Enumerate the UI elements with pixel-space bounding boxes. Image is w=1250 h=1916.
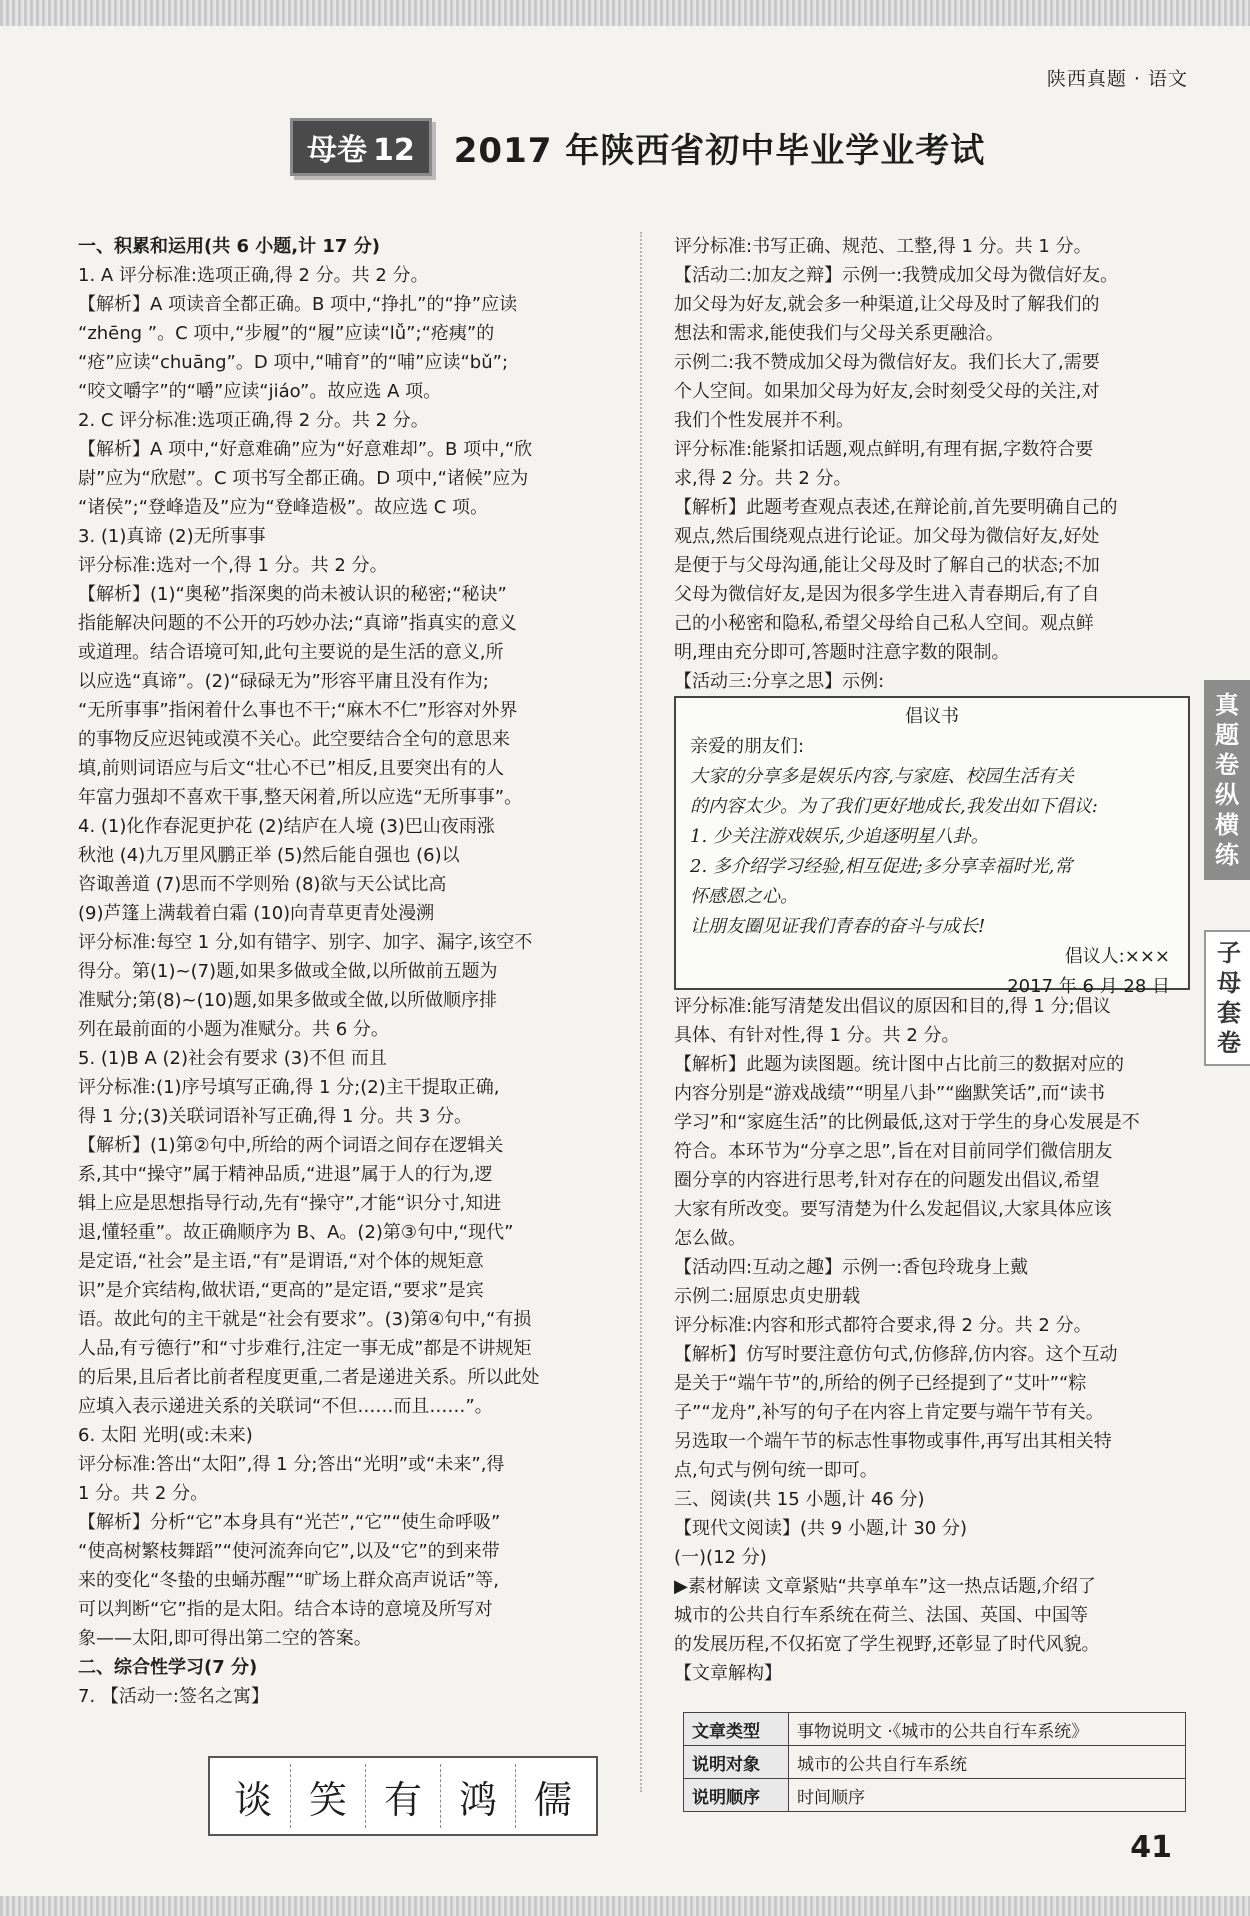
answer-line: 列在最前面的小题为准赋分。共 6 分。 [78, 1019, 389, 1040]
answer-line: 年富力强却不喜欢干事,整天闲着,所以应选“无所事事”。 [78, 787, 523, 808]
right-column-top [674, 232, 1194, 696]
answer-line: 的事物反应迟钝或漠不关心。此空要结合全句的意思来 [78, 729, 510, 750]
answer-line: 评分标准:内容和形式都符合要求,得 2 分。共 2 分。 [674, 1315, 1092, 1336]
badge-label: 母卷 [307, 133, 367, 168]
answer-line: 评分标准:选对一个,得 1 分。共 2 分。 [78, 555, 388, 576]
answer-line: 【解析】(1)“奥秘”指深奥的尚未被认识的秘密;“秘诀” [78, 584, 507, 605]
exam-title-block [290, 118, 985, 176]
article-structure-table [683, 1712, 1186, 1812]
bottom-border [0, 1896, 1250, 1916]
page-title: 2017 年陕西省初中毕业学业考试 [453, 130, 986, 171]
letter-body-line: 1. 少关注游戏娱乐,少追逐明星八卦。 [690, 826, 989, 847]
answer-line: ▶素材解读 文章紧贴“共享单车”这一热点话题,介绍了 [674, 1576, 1096, 1597]
calligraphy-character: 鸿 [441, 1764, 516, 1828]
answer-line: 评分标准:(1)序号填写正确,得 1 分;(2)主干提取正确, [78, 1077, 500, 1098]
left-column [78, 232, 618, 1711]
calligraphy-character: 谈 [216, 1764, 291, 1828]
answer-line: 符合。本环节为“分享之思”,旨在对目前同学们微信朋友 [674, 1141, 1113, 1162]
answer-line: 怎么做。 [674, 1228, 746, 1249]
answer-line: 加父母为好友,就会多一种渠道,让父母及时了解我们的 [674, 294, 1100, 315]
table-key: 说明对象 [684, 1746, 789, 1779]
letter-body-line: 2. 多介绍学习经验,相互促进;多分享幸福时光,常 [690, 856, 1073, 877]
letter-title: 倡议书 [905, 706, 959, 727]
answer-line: “疮”应读“chuāng”。D 项中,“哺育”的“哺”应读“bǔ”; [78, 352, 509, 373]
answer-line: 三、阅读(共 15 小题,计 46 分) [674, 1489, 925, 1510]
table-key: 说明顺序 [684, 1779, 789, 1812]
answer-line: 或道理。结合语境可知,此句主要说的是生活的意义,所 [78, 642, 504, 663]
answer-line: “诸侯”;“登峰造及”应为“登峰造极”。故应选 C 项。 [78, 497, 489, 518]
answer-line: 5. (1)B A (2)社会有要求 (3)不但 而且 [78, 1048, 387, 1069]
calligraphy-character: 有 [366, 1764, 441, 1828]
calligraphy-grid [208, 1756, 598, 1836]
letter-body-line: 让朋友圈见证我们青春的奋斗与成长! [690, 916, 986, 937]
answer-line: 人品,有亏德行”和“寸步难行,注定一事无成”都是不讲规矩 [78, 1338, 532, 1359]
answer-line: 1. A 评分标准:选项正确,得 2 分。共 2 分。 [78, 265, 429, 286]
answer-line: 语。故此句的主干就是“社会有要求”。(3)第④句中,“有损 [78, 1309, 532, 1330]
answer-line: 的后果,且后者比前者程度更重,二者是递进关系。所以此处 [78, 1367, 540, 1388]
answer-line: 父母为微信好友,是因为很多学生进入青春期后,有了自 [674, 584, 1100, 605]
answer-line: 【现代文阅读】(共 9 小题,计 30 分) [674, 1518, 968, 1539]
answer-line: 【解析】仿写时要注意仿句式,仿修辞,仿内容。这个互动 [674, 1344, 1118, 1365]
table-row [684, 1746, 1186, 1779]
answer-line: 来的变化“冬蛰的虫蛹苏醒”“旷场上群众高声说话”等, [78, 1570, 500, 1591]
answer-line: 示例二:我不赞成加父母为微信好友。我们长大了,需要 [674, 352, 1100, 373]
answer-line: 己的小秘密和隐私,希望父母给自己私人空间。观点鲜 [674, 613, 1094, 634]
answer-line: 是便于与父母沟通,能让父母及时了解自己的状态;不加 [674, 555, 1100, 576]
answer-line: (一)(12 分) [674, 1547, 767, 1568]
paper-badge [290, 118, 432, 176]
answer-line: 秋池 (4)九万里风鹏正举 (5)然后能自强也 (6)以 [78, 845, 460, 866]
answer-line: 7. 【活动一:签名之寓】 [78, 1686, 269, 1707]
answer-line: 以应选“真谛”。(2)“碌碌无为”形容平庸且没有作为; [78, 671, 489, 692]
letter-body [676, 762, 1188, 942]
calligraphy-character: 儒 [533, 1777, 572, 1822]
answer-line: 咨诹善道 (7)思而不学则殆 (8)欲与天公试比高 [78, 874, 447, 895]
answer-line: 6. 太阳 光明(或:未来) [78, 1425, 253, 1446]
table-row [684, 1713, 1186, 1746]
answer-line: 想法和需求,能使我们与父母关系更融洽。 [674, 323, 1004, 344]
answer-line: 评分标准:能紧扣话题,观点鲜明,有理有据,字数符合要 [674, 439, 1094, 460]
answer-line: 【文章解构】 [674, 1663, 782, 1684]
answer-line: 象——太阳,即可得出第二空的答案。 [78, 1628, 372, 1649]
answer-line: 应填入表示递进关系的关联词“不但……而且……”。 [78, 1396, 493, 1417]
answer-line: 评分标准:每空 1 分,如有错字、别字、加字、漏字,该空不 [78, 932, 533, 953]
answer-line: 4. (1)化作春泥更护花 (2)结庐在人境 (3)巴山夜雨涨 [78, 816, 495, 837]
letter-body-line: 怀感恩之心。 [690, 886, 798, 907]
answer-line: 个人空间。如果加父母为好友,会时刻受父母的关注,对 [674, 381, 1100, 402]
letter-body-line: 的内容太少。为了我们更好地成长,我发出如下倡议: [690, 796, 1098, 817]
answer-line: 明,理由充分即可,答题时注意字数的限制。 [674, 642, 1010, 663]
answer-line: 学习”和“家庭生活”的比例最低,这对于学生的身心发展是不 [674, 1112, 1140, 1133]
badge-number: 12 [373, 133, 415, 168]
answer-line: 圈分享的内容进行思考,针对存在的问题发出倡议,希望 [674, 1170, 1100, 1191]
side-tab-label: 真题卷纵横练 [1204, 680, 1250, 880]
answer-line: 子”“龙舟”,补写的句子在内容上肯定要与端午节有关。 [674, 1402, 1104, 1423]
answer-line: 二、综合性学习(7 分) [78, 1657, 258, 1678]
side-tab-label-2: 子母套卷 [1204, 930, 1250, 1066]
answer-line: 【解析】A 项读音全都正确。B 项中,“挣扎”的“挣”应读 [78, 294, 518, 315]
answer-line: 【活动三:分享之思】示例: [674, 671, 885, 692]
table-value: 事物说明文 ·《城市的公共自行车系统》 [789, 1713, 1186, 1746]
answer-line: 点,句式与例句统一即可。 [674, 1460, 878, 1481]
answer-line: 观点,然后围绕观点进行论证。加父母为微信好友,好处 [674, 526, 1100, 547]
answer-line: 的发展历程,不仅拓宽了学生视野,还彰显了时代风貌。 [674, 1634, 1100, 1655]
answer-line: 退,懂轻重”。故正确顺序为 B、A。(2)第③句中,“现代” [78, 1222, 514, 1243]
answer-line: 评分标准:能写清楚发出倡议的原因和目的,得 1 分;倡议 [674, 996, 1111, 1017]
letter-greeting: 亲爱的朋友们: [690, 736, 805, 757]
answer-line: 我们个性发展并不利。 [674, 410, 854, 431]
answer-line: (9)芦篷上满载着白霜 (10)向青草更青处漫溯 [78, 903, 435, 924]
answer-line: 尉”应为“欣慰”。C 项书写全都正确。D 项中,“诸候”应为 [78, 468, 529, 489]
answer-line: 【解析】此题考查观点表述,在辩论前,首先要明确自己的 [674, 497, 1118, 518]
answer-line: 评分标准:答出“太阳”,得 1 分;答出“光明”或“未来”,得 [78, 1454, 505, 1475]
answer-line: 准赋分;第(8)~(10)题,如果多做或全做,以所做顺序排 [78, 990, 498, 1011]
answer-line: 【解析】A 项中,“好意难确”应为“好意难却”。B 项中,“欣 [78, 439, 533, 460]
answer-line: “zhēng ”。C 项中,“步履”的“履”应读“lǚ”;“疮痍”的 [78, 323, 495, 344]
answer-line: 辑上应是思想指导行动,先有“操守”,才能“识分寸,知进 [78, 1193, 502, 1214]
table-key: 文章类型 [684, 1713, 789, 1746]
answer-line: 【解析】(1)第②句中,所给的两个词语之间存在逻辑关 [78, 1135, 504, 1156]
answer-line: “无所事事”指闲着什么事也不干;“麻木不仁”形容对外界 [78, 700, 518, 721]
answer-line: 3. (1)真谛 (2)无所事事 [78, 526, 266, 547]
top-border [0, 0, 1250, 26]
answer-line: 指能解决问题的不公开的巧妙办法;“真谛”指真实的意义 [78, 613, 517, 634]
answer-line: 可以判断“它”指的是太阳。结合本诗的意境及所写对 [78, 1599, 493, 1620]
answer-line: 1 分。共 2 分。 [78, 1483, 209, 1504]
letter-body-line: 大家的分享多是娱乐内容,与家庭、校园生活有关 [690, 766, 1074, 787]
running-header: 陕西真题 · 语文 [1046, 68, 1188, 90]
answer-line: 城市的公共自行车系统在荷兰、法国、英国、中国等 [674, 1605, 1088, 1626]
page-number: 41 [1130, 1830, 1172, 1865]
calligraphy-character: 笑 [291, 1764, 366, 1828]
column-divider [640, 232, 642, 1792]
answer-line: 评分标准:书写正确、规范、工整,得 1 分。共 1 分。 [674, 236, 1092, 257]
answer-line: 另选取一个端午节的标志性事物或事件,再写出其相关特 [674, 1431, 1112, 1452]
answer-line: 【活动四:互动之趣】示例一:香包玲珑身上戴 [674, 1257, 1029, 1278]
answer-line: 是定语,“社会”是主语,“有”是谓语,“对个体的规矩意 [78, 1251, 484, 1272]
table-value: 城市的公共自行车系统 [789, 1746, 1186, 1779]
answer-line: 具体、有针对性,得 1 分。共 2 分。 [674, 1025, 960, 1046]
answer-line: 2. C 评分标准:选项正确,得 2 分。共 2 分。 [78, 410, 429, 431]
answer-line: 是关于“端午节”的,所给的例子已经提到了“艾叶”“粽 [674, 1373, 1087, 1394]
answer-line: “使高树繁枝舞蹈”“使河流奔向它”,以及“它”的到来带 [78, 1541, 500, 1562]
proposal-letter [674, 696, 1190, 997]
answer-line: 得 1 分;(3)关联词语补写正确,得 1 分。共 3 分。 [78, 1106, 472, 1127]
table-value: 时间顺序 [789, 1779, 1186, 1812]
letter-signer: 倡议人:××× [1064, 946, 1170, 967]
answer-line: 填,前则词语应与后文“壮心不已”相反,且要突出有的人 [78, 758, 505, 779]
answer-line: 一、积累和运用(共 6 小题,计 17 分) [78, 236, 380, 257]
right-column-bottom [674, 992, 1194, 1688]
answer-line: 求,得 2 分。共 2 分。 [674, 468, 852, 489]
letter-date: 2017 年 6 月 28 日 [1007, 976, 1170, 997]
answer-line: 大家有所改变。要写清楚为什么发起倡议,大家具体应该 [674, 1199, 1112, 1220]
answer-line: 【解析】此题为读图题。统计图中占比前三的数据对应的 [674, 1054, 1124, 1075]
answer-line: 【活动二:加友之辩】示例一:我赞成加父母为微信好友。 [674, 265, 1119, 286]
table-row [684, 1779, 1186, 1812]
answer-line: 识”是介宾结构,做状语,“更高的”是定语,“要求”是宾 [78, 1280, 484, 1301]
answer-line: 得分。第(1)~(7)题,如果多做或全做,以所做前五题为 [78, 961, 498, 982]
answer-line: 系,其中“操守”属于精神品质,“进退”属于人的行为,逻 [78, 1164, 493, 1185]
answer-line: 示例二:屈原忠贞史册载 [674, 1286, 861, 1307]
answer-line: “咬文嚼字”的“嚼”应读“jiáo”。故应选 A 项。 [78, 381, 442, 402]
answer-line: 内容分别是“游戏战绩”“明星八卦”“幽默笑话”,而“读书 [674, 1083, 1105, 1104]
answer-line: 【解析】分析“它”本身具有“光芒”,“它”“使生命呼吸” [78, 1512, 501, 1533]
